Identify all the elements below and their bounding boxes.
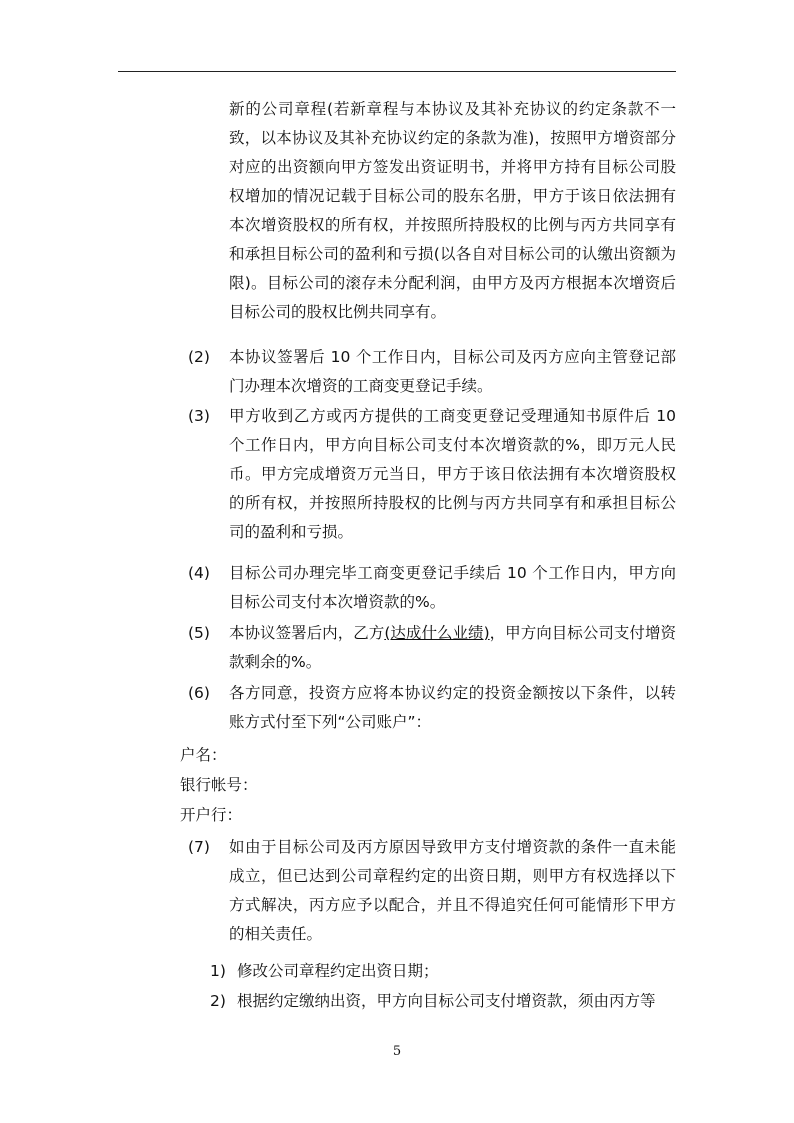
sub-item-number: 1) bbox=[210, 962, 226, 980]
sub-item-2: 根据约定缴纳出资，甲方向目标公司支付增资款，须由丙方等 bbox=[237, 992, 656, 1010]
paragraph-6: 各方同意，投资方应将本协议约定的投资金额按以下条件，以转账方式付至下列“公司账户”： bbox=[229, 684, 676, 731]
paragraph-continuation: 新的公司章程(若新章程与本协议及其补充协议的约定条款不一致，以本协议及其补充协议约定的条款为准)，按照甲方增资部分对应的出资额向甲方签发出资证明书，并将甲方持有目标公司股权增加的情况记载于目标公司的股东名册，甲方于该日依法拥有本次增资股权的所有权，并按照所持股权的比例与丙方共同享有和承担目标公司的盈利和亏损(以各自对目标公司的认缴出资额为限)。目标公司的滚存未分配利润，由甲方及丙方根据本次增资后目标公司的股权比例共同享有。 bbox=[229, 100, 676, 321]
item-number: (3) bbox=[188, 407, 210, 425]
paragraph-3: 甲方收到乙方或丙方提供的工商变更登记受理通知书原件后 10 个工作日内，甲方向目标公司支付本次增资款的%，即万元人民币。甲方完成增资万元当日，甲方于该日依法拥有本次增资股权的所有权，并按照所持股权的比例与丙方共同享有和承担目标公司的盈利和亏损。 bbox=[229, 407, 676, 541]
sub-item-1: 修改公司章程约定出资日期； bbox=[237, 962, 439, 980]
paragraph-7: 如由于目标公司及丙方原因导致甲方支付增资款的条件一直未能成立，但已达到公司章程约定的出资日期，则甲方有权选择以下方式解决，丙方应予以配合，并且不得追究任何可能情形下甲方的相关责任。 bbox=[229, 838, 676, 943]
paragraph-2: 本协议签署后 10 个工作日内，目标公司及丙方应向主管登记部门办理本次增资的工商变更登记手续。 bbox=[229, 348, 676, 395]
item-number: (6) bbox=[188, 684, 210, 702]
paragraph-5 bbox=[229, 619, 676, 677]
paragraph-5-text: 本协议签署后内，乙方 bbox=[229, 624, 385, 642]
item-number: (2) bbox=[188, 348, 210, 366]
bank-account-label: 银行帐号： bbox=[180, 776, 258, 794]
account-name-label: 户名： bbox=[180, 746, 227, 764]
paragraph-5-text-end: ，甲方向目标公司支付增资款剩余的%。 bbox=[229, 624, 676, 671]
item-number: (7) bbox=[188, 838, 210, 856]
underlined-blank: (达成什么业绩) bbox=[384, 624, 490, 642]
page-number: 5 bbox=[392, 1044, 402, 1059]
sub-item-number: 2) bbox=[210, 992, 226, 1010]
bank-branch-label: 开户行： bbox=[180, 806, 243, 824]
item-number: (5) bbox=[188, 624, 210, 642]
header-rule bbox=[118, 71, 676, 72]
item-number: (4) bbox=[188, 564, 210, 582]
paragraph-4: 目标公司办理完毕工商变更登记手续后 10 个工作日内，甲方向目标公司支付本次增资款的%。 bbox=[229, 564, 676, 611]
